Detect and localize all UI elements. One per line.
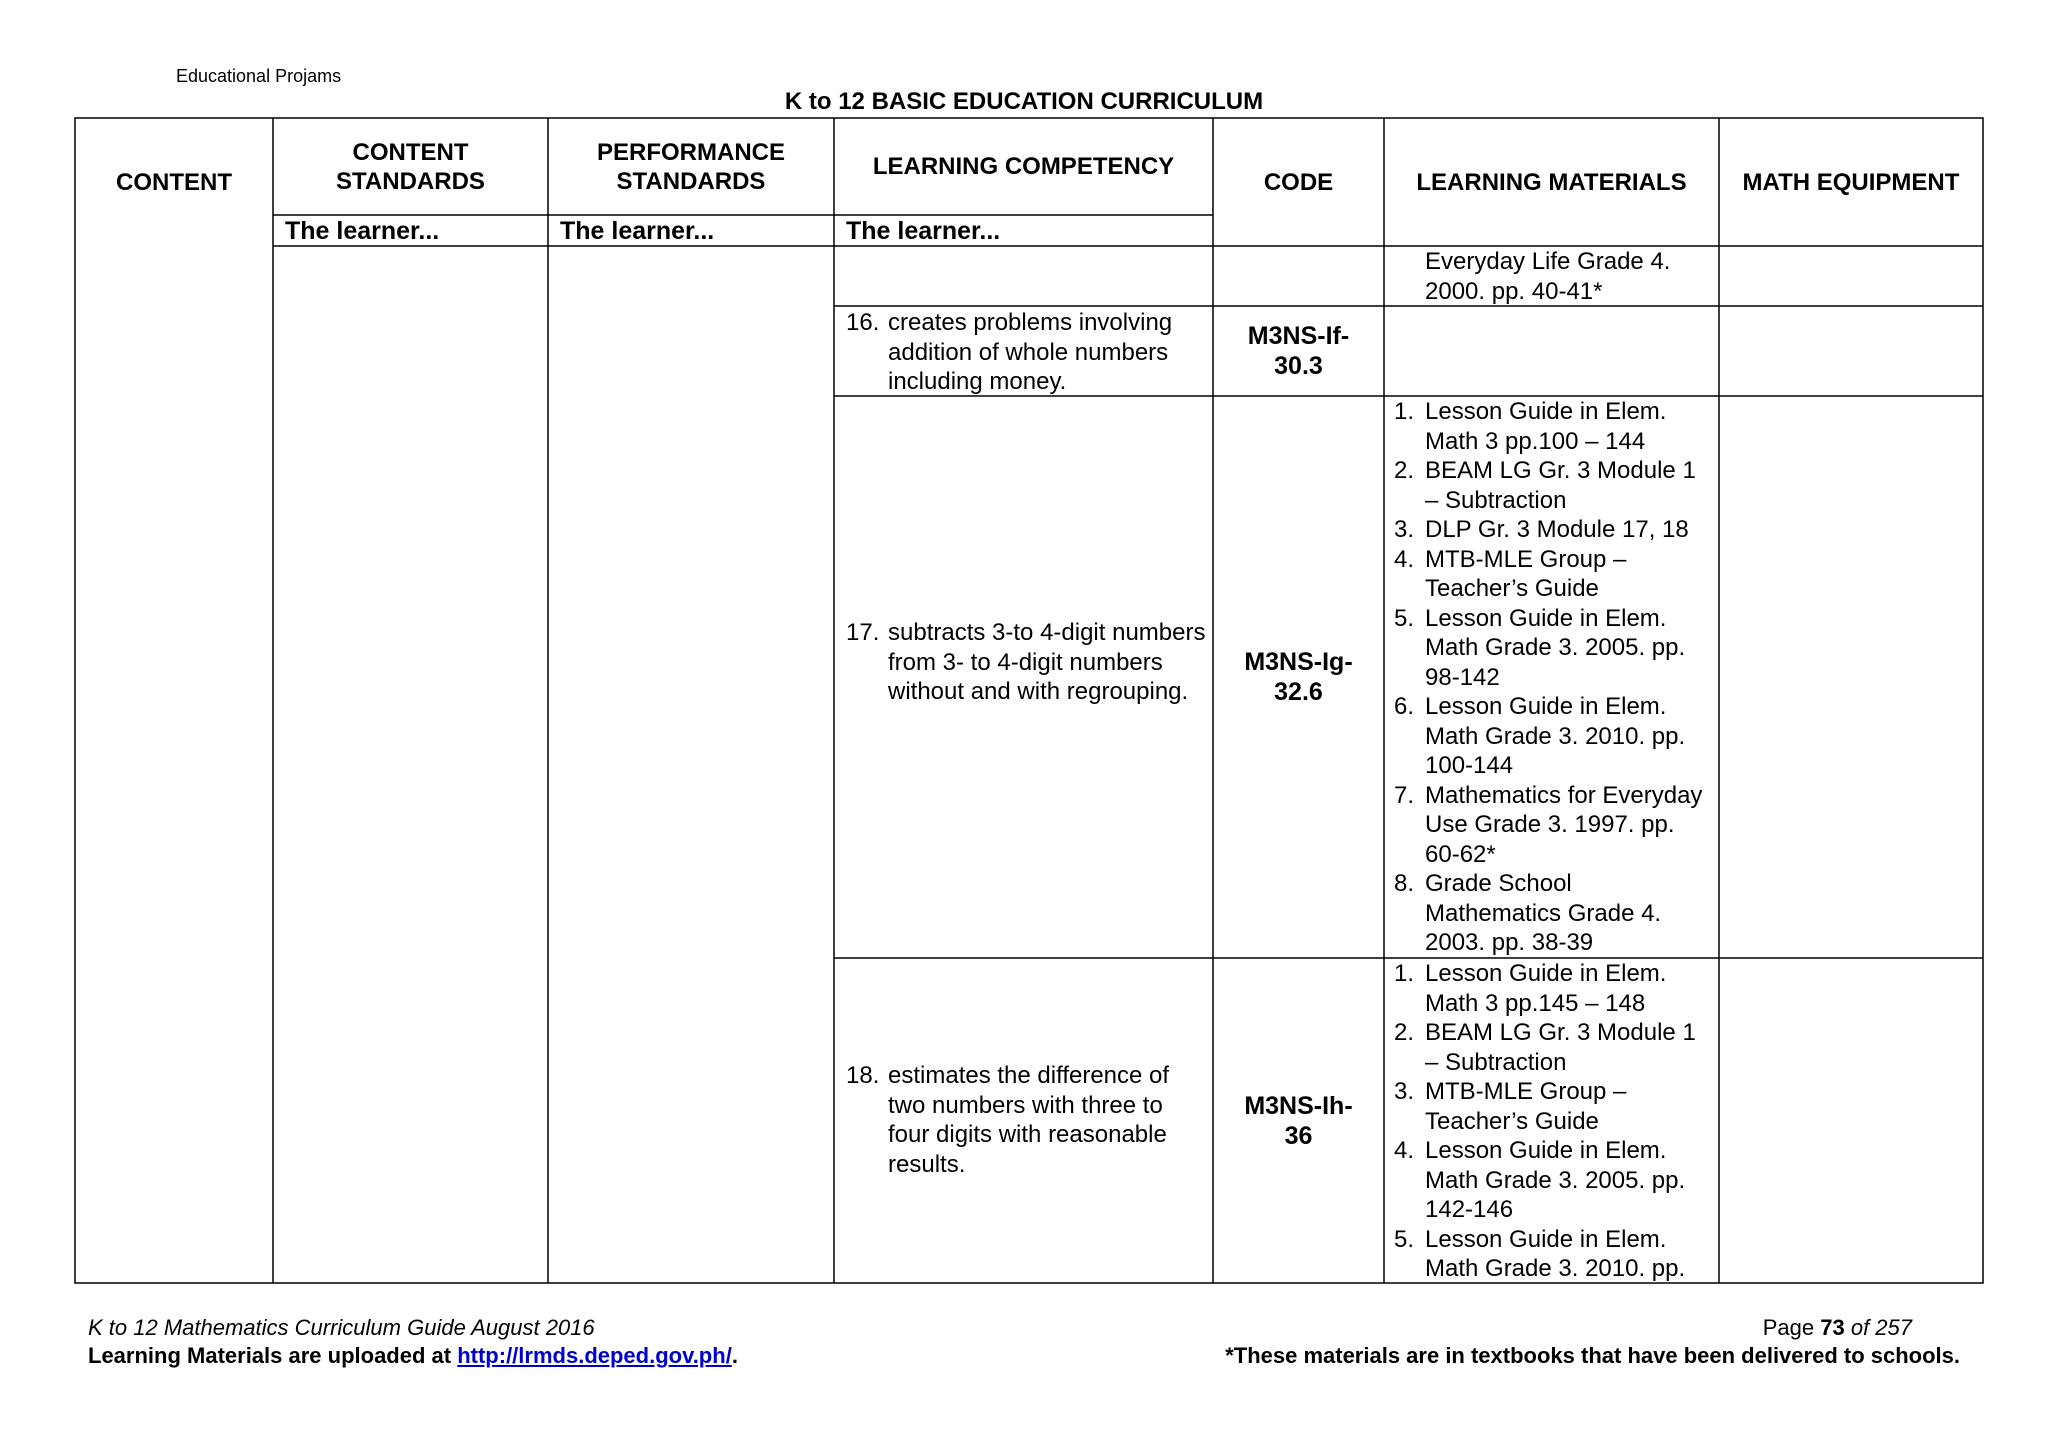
list-item: 3. MTB-MLE Group – Teacher’s Guide bbox=[1394, 1078, 1627, 1135]
code-18: M3NS-Ih- 36 bbox=[1244, 1091, 1353, 1150]
list-item: 3. DLP Gr. 3 Module 17, 18 bbox=[1394, 516, 1689, 543]
list-item: 4. Lesson Guide in Elem. Math Grade 3. 2005. pp. 142-146 bbox=[1394, 1137, 1686, 1223]
materials-continued-line: Everyday Life Grade 4. bbox=[1425, 248, 1671, 275]
page-title: K to 12 BASIC EDUCATION CURRICULUM bbox=[784, 88, 1264, 115]
textbook-note: *These materials are in textbooks that have been delivered to schools. bbox=[1225, 1343, 1960, 1368]
list-item: 8. Grade School Mathematics Grade 4. 2003. pp. 38-39 bbox=[1394, 870, 1662, 956]
learner-label-performance-standards: The learner... bbox=[560, 217, 715, 245]
code-17: M3NS-Ig- 32.6 bbox=[1244, 648, 1353, 706]
list-item: 7. Mathematics for Everyday Use Grade 3. 1997. pp. 60-62* bbox=[1394, 781, 1703, 868]
competency-16 bbox=[846, 308, 1206, 397]
page-number: Page 73 of 257 bbox=[1762, 1315, 1912, 1340]
code-16: M3NS-If- 30.3 bbox=[1247, 322, 1350, 380]
uploaded-note: Learning Materials are uploaded at http://lrmds.deped.gov.ph/. bbox=[88, 1343, 738, 1368]
footer-right bbox=[1225, 1314, 1960, 1370]
learner-label-learning-competency: The learner... bbox=[846, 217, 1001, 245]
watermark-text: Educational Projams bbox=[176, 66, 342, 86]
list-item: 6. Lesson Guide in Elem. Math Grade 3. 2010. pp. 100-144 bbox=[1394, 693, 1686, 779]
header-code: CODE bbox=[1263, 168, 1334, 196]
competency-18 bbox=[846, 1061, 1206, 1179]
list-item: 2. BEAM LG Gr. 3 Module 1 – Subtraction bbox=[1394, 1019, 1696, 1076]
list-item: 1. Lesson Guide in Elem. Math 3 pp.100 – 144 bbox=[1394, 398, 1667, 455]
competency-17 bbox=[846, 618, 1206, 707]
materials-continued bbox=[1425, 247, 1715, 306]
competency-number: 18. bbox=[846, 1062, 880, 1089]
header-learning-materials: LEARNING MATERIALS bbox=[1416, 168, 1687, 196]
list-item: 5. Lesson Guide in Elem. Math Grade 3. 2010. pp. bbox=[1394, 1225, 1686, 1282]
list-item: 4. MTB-MLE Group – Teacher’s Guide bbox=[1394, 545, 1627, 602]
materials-17 bbox=[1394, 397, 1706, 958]
list-item: 1. Lesson Guide in Elem. Math 3 pp.145 – 148 bbox=[1394, 960, 1667, 1017]
competency-text: subtracts 3-to 4-digit numbers from 3- to 4-digit numbers without and with regrouping. bbox=[888, 619, 1206, 705]
competency-text: creates problems involving addition of whole numbers including money. bbox=[888, 309, 1173, 395]
list-item: 2. BEAM LG Gr. 3 Module 1 – Subtraction bbox=[1394, 457, 1696, 514]
competency-number: 16. bbox=[846, 309, 880, 336]
lrmds-link[interactable]: http://lrmds.deped.gov.ph/ bbox=[457, 1343, 732, 1368]
list-item: 5. Lesson Guide in Elem. Math Grade 3. 2005. pp. 98-142 bbox=[1394, 604, 1686, 691]
materials-18 bbox=[1394, 959, 1706, 1284]
learner-label-content-standards: The learner... bbox=[285, 217, 440, 245]
competency-text: estimates the difference of two numbers with three to four digits with reasonable results. bbox=[888, 1062, 1170, 1178]
header-performance-standards: PERFORMANCE STANDARDS bbox=[596, 138, 785, 195]
materials-continued-line: 2000. pp. 40-41* bbox=[1425, 277, 1603, 305]
header-math-equipment: MATH EQUIPMENT bbox=[1742, 168, 1960, 196]
footer-left bbox=[88, 1314, 738, 1370]
header-learning-competency: LEARNING COMPETENCY bbox=[872, 153, 1175, 180]
header-content: CONTENT bbox=[116, 168, 232, 196]
header-content-standards: CONTENT STANDARDS bbox=[336, 138, 485, 195]
curriculum-guide-label: K to 12 Mathematics Curriculum Guide August 2016 bbox=[88, 1315, 595, 1340]
competency-number: 17. bbox=[846, 619, 880, 646]
